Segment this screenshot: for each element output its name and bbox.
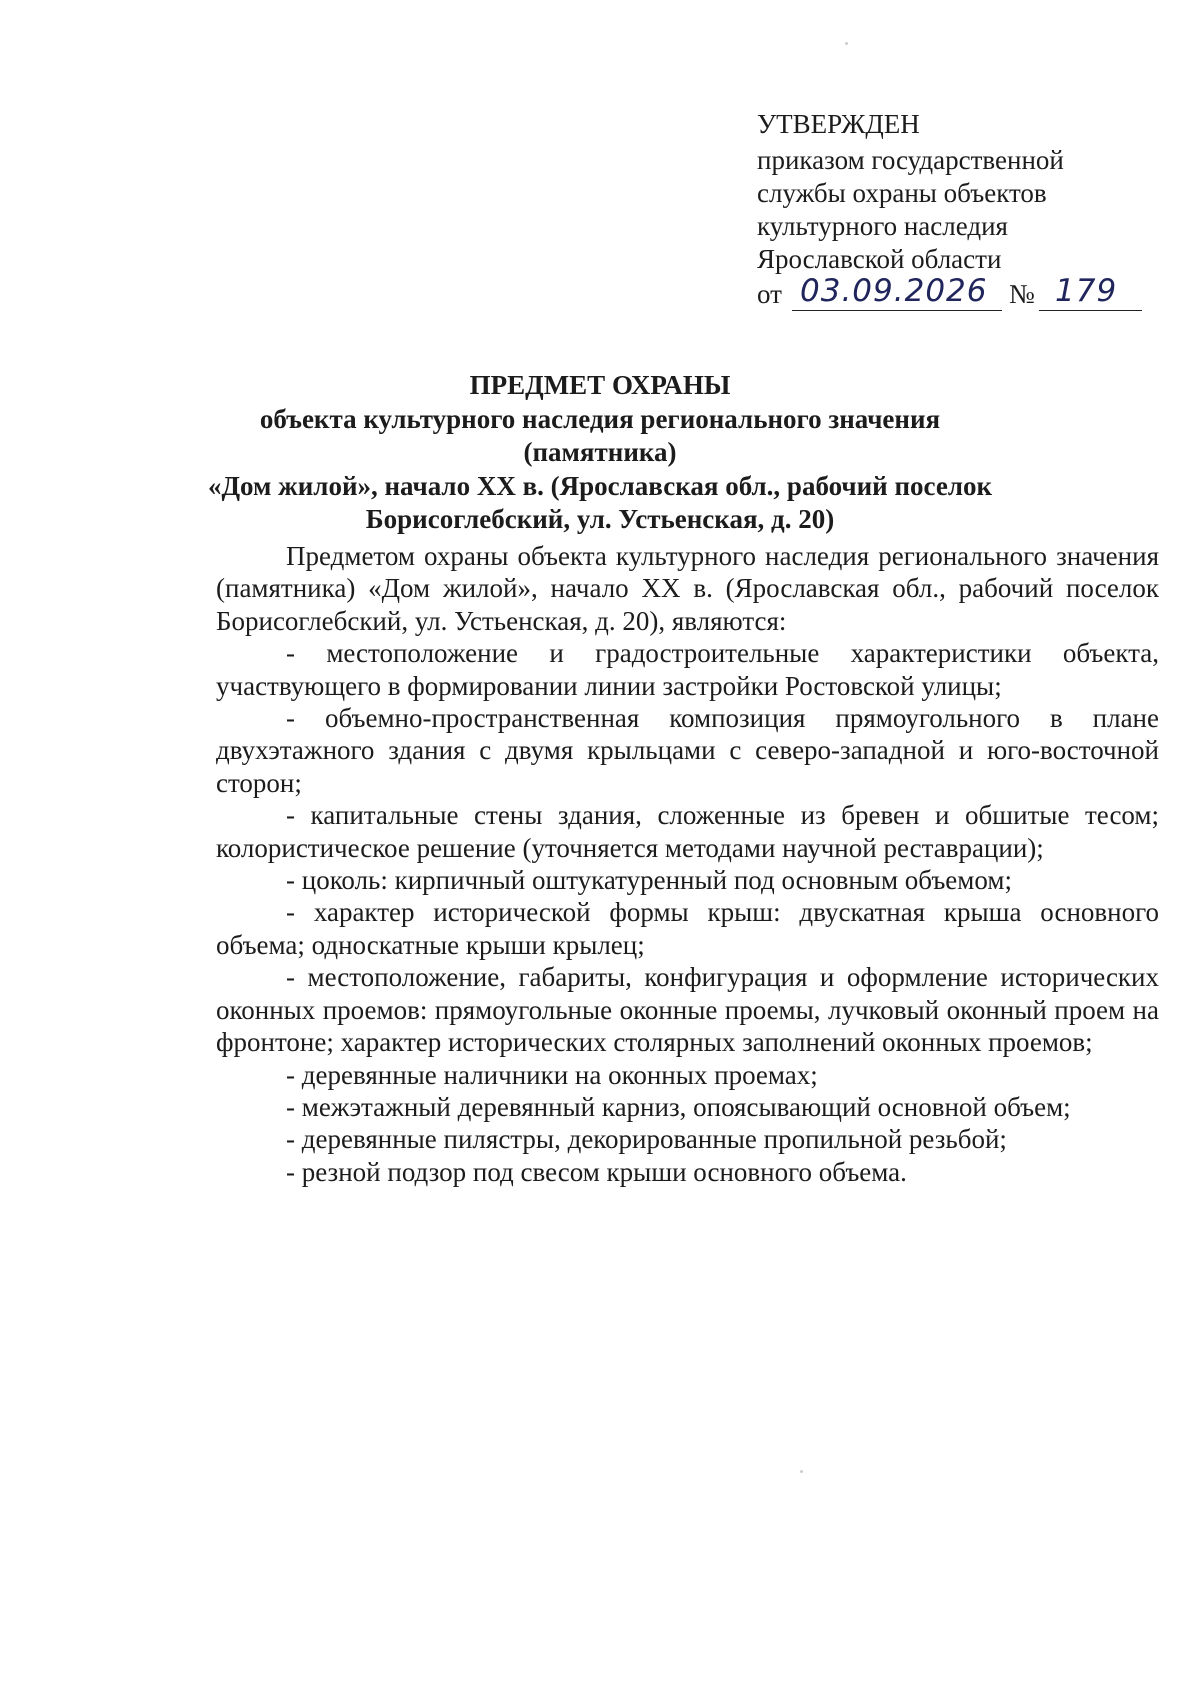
approval-heading: УТВЕРЖДЕН — [757, 109, 920, 139]
protection-item: - характер исторической формы крыш: двускатная крыша основного объема; односкатные крыши крылец; — [216, 897, 1159, 960]
order-date-field — [792, 273, 1002, 311]
scan-speck — [845, 42, 848, 45]
order-number-handwritten: 179 — [1055, 273, 1118, 309]
document-subtitle-line: «Дом жилой», начало XX в. (Ярославская обл., рабочий поселок — [207, 470, 993, 501]
order-date-handwritten: 03.09.2026 — [800, 273, 988, 309]
protection-item: - местоположение, габариты, конфигурация и оформление исторических оконных проемов: прямоугольные оконные проемы, лучковый оконный проем на фронтоне; характер исторических столярных заполнений оконных проемов; — [216, 962, 1159, 1058]
approval-stamp-block — [757, 108, 1157, 312]
document-subtitle-line: Борисоглебский, ул. Устьенская, д. 20) — [365, 504, 835, 534]
scan-speck — [800, 1470, 803, 1473]
approval-line: культурного наследия — [757, 211, 1008, 241]
document-title-block — [180, 369, 1020, 537]
protection-item: - деревянные пилястры, декорированные пропильной резьбой; — [286, 1124, 1007, 1155]
document-title: ПРЕДМЕТ ОХРАНЫ — [469, 370, 731, 400]
date-prefix: от — [757, 279, 782, 309]
protection-item: - межэтажный деревянный карниз, опоясывающий основной объем; — [286, 1091, 1071, 1122]
document-subtitle-line: объекта культурного наследия регионального значения (памятника) — [259, 403, 941, 467]
protection-item: - деревянные наличники на оконных проемах; — [286, 1059, 818, 1090]
approval-line: службы охраны объектов — [757, 178, 1047, 208]
order-number-field — [1039, 273, 1142, 311]
document-body — [216, 540, 1159, 1188]
protection-item: - местоположение и градостроительные характеристики объекта, участвующего в формировании линии застройки Ростовской улицы; — [216, 638, 1159, 701]
protection-item: - цоколь: кирпичный оштукатуренный под основным объемом; — [286, 865, 1012, 896]
approval-line: приказом государственной — [757, 145, 1064, 175]
approval-line: Ярославской области — [757, 244, 1002, 274]
order-date-number-line — [757, 273, 1157, 312]
intro-paragraph: Предметом охраны объекта культурного наследия регионального значения (памятника) «Дом жилой», начало XX в. (Ярославская обл., рабочий поселок Борисоглебский, ул. Устьенская, д. 20), являются: — [216, 541, 1159, 636]
protection-item: - резной подзор под свесом крыши основного объема. — [286, 1156, 907, 1187]
protection-item: - капитальные стены здания, сложенные из бревен и обшитые тесом; колористическое решение (уточняется методами научной реставрации); — [216, 800, 1159, 863]
number-label: № — [1009, 279, 1035, 309]
protection-item: - объемно-пространственная композиция прямоугольного в плане двухэтажного здания с двумя крыльцами с северо-западной и юго-восточной сторон; — [216, 703, 1159, 798]
